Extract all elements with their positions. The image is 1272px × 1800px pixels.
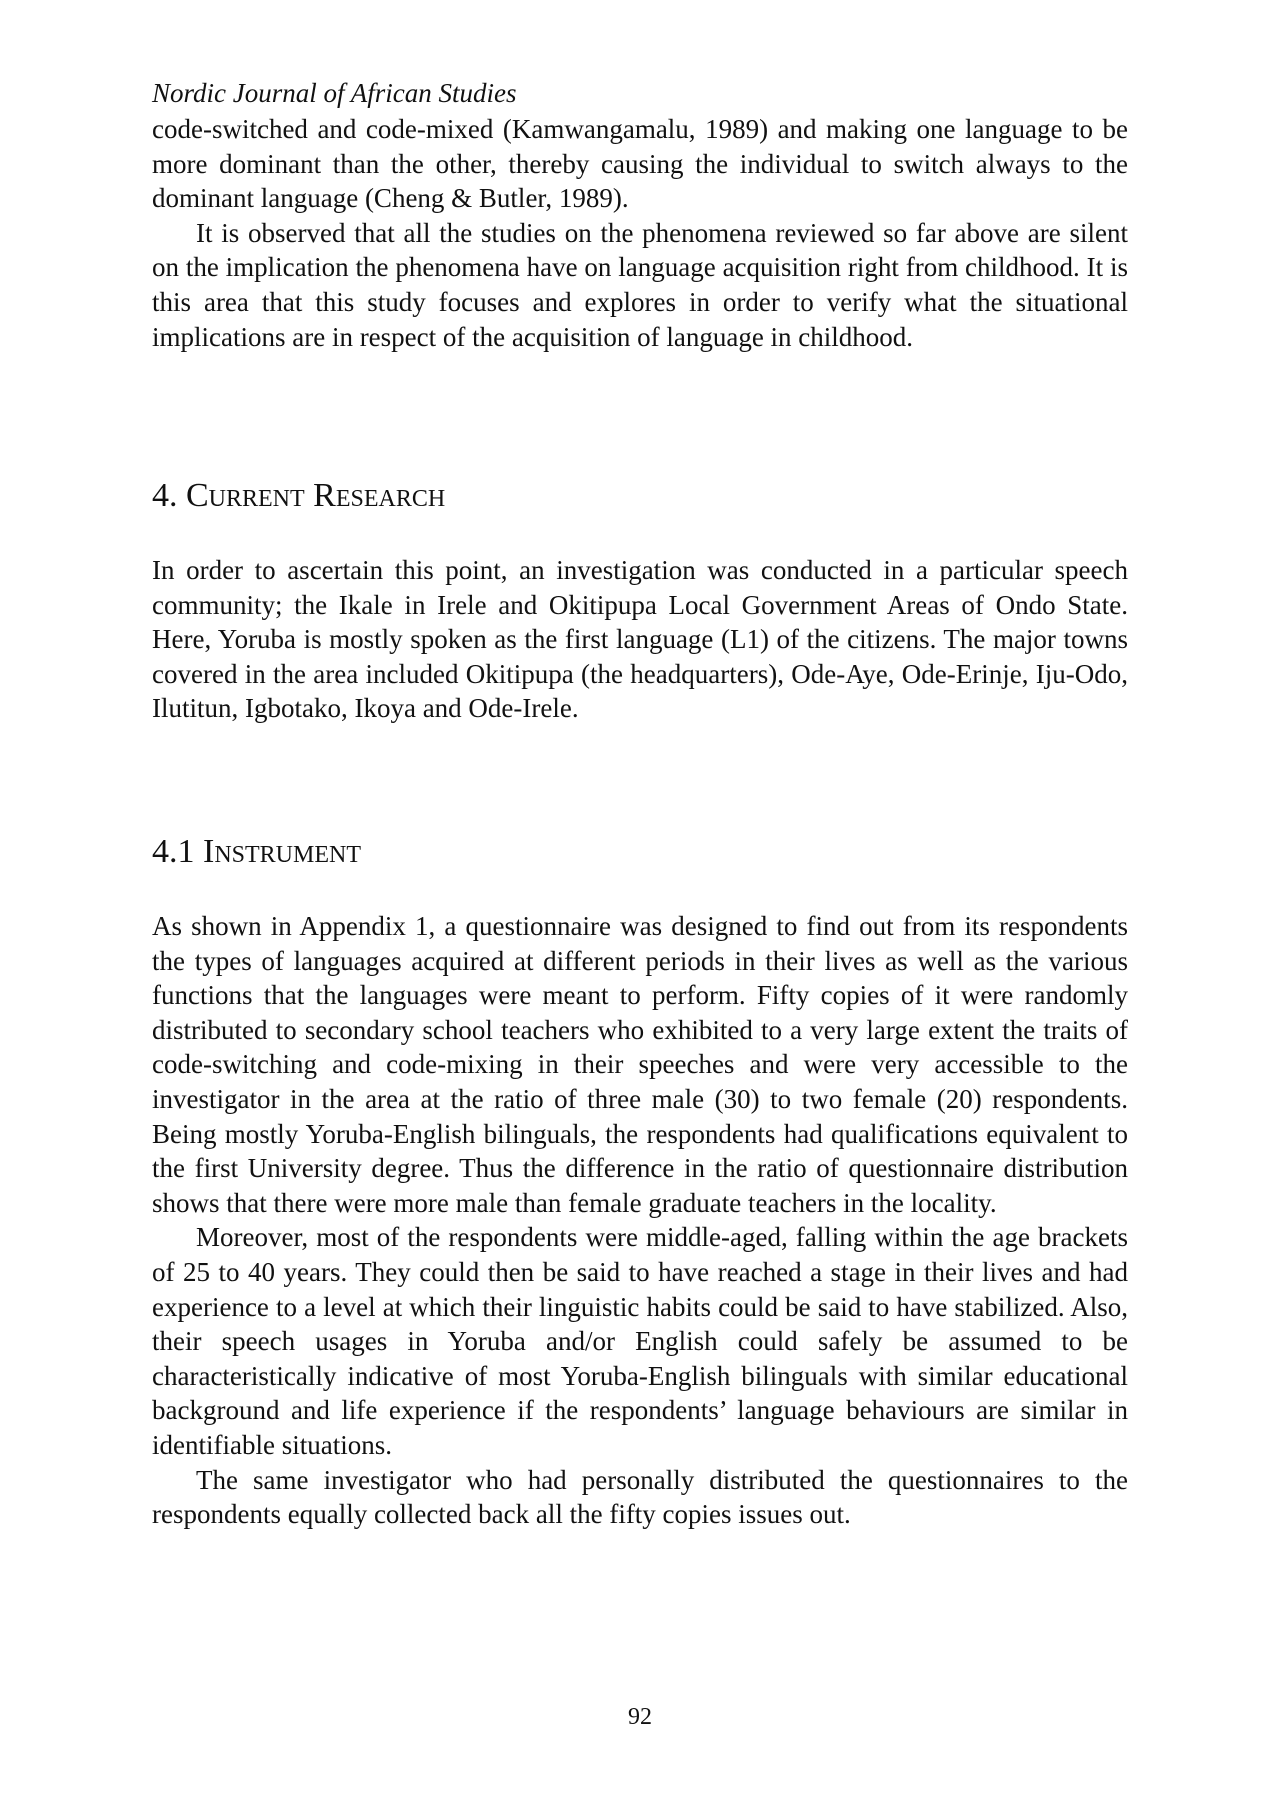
- paragraph: The same investigator who had personally distributed the questionnaires to the respondents equally collected back all the fifty copies issues out.: [152, 1464, 1128, 1530]
- paragraph: As shown in Appendix 1, a questionnaire was designed to find out from its respondents the types of languages acquired at different periods in their lives as well as the various functions that the languages were meant to perform. Fifty copies of it were randomly distributed to secondary school teachers who exhibited to a very large extent the traits of code-switching and code-mixing in their speeches and were very accessible to the investigator in the area at the ratio of three male (30) to two female (20) respondents. Being mostly Yoruba-English bilinguals, the respondents had qualifications equivalent to the first University degree. Thus the difference in the ratio of questionnaire distribution shows that there were more male than female graduate teachers in the locality.: [152, 911, 1128, 1218]
- paragraph: Moreover, most of the respondents were middle-aged, falling within the age brackets of 25 to 40 years. They could then be said to have reached a stage in their lives and had experience to a level at which their linguistic habits could be said to have stabilized. Also, their speech usages in Yoruba and/or English could safely be assumed to be characteristically indicative of most Yoruba-English bilinguals with similar educational background and life experience if the respondents’ language behaviours are similar in identifiable situations.: [152, 1222, 1128, 1460]
- section-current-research-body: [152, 553, 1128, 726]
- section-instrument-body: [152, 909, 1128, 1532]
- paragraph: It is observed that all the studies on the phenomena reviewed so far above are silent on the implication the phenomena have on language acquisition right from childhood. It is this area that this study focuses and explores in order to verify what the situational implications are in respect of the acquisition of language in childhood.: [152, 217, 1128, 352]
- section-heading-current-research: 4. Current Research: [152, 477, 446, 514]
- running-head: Nordic Journal of African Studies: [152, 78, 517, 108]
- section-heading-instrument: 4.1 Instrument: [152, 833, 361, 870]
- paper-page: [152, 0, 1128, 1800]
- intro-text: [152, 112, 1128, 354]
- paragraph: code-switched and code-mixed (Kamwangamalu, 1989) and making one language to be more dominant than the other, thereby causing the individual to switch always to the dominant language (Cheng & Butler, 1989).: [152, 114, 1128, 214]
- page-number: 92: [628, 1704, 652, 1730]
- paragraph: In order to ascertain this point, an investigation was conducted in a particular speech community; the Ikale in Irele and Okitipupa Local Government Areas of Ondo State. Here, Yoruba is mostly spoken as the first language (L1) of the citizens. The major towns covered in the area included Okitipupa (the headquarters), Ode-Aye, Ode-Erinje, Iju-Odo, Ilutitun, Igbotako, Ikoya and Ode-Irele.: [152, 555, 1128, 724]
